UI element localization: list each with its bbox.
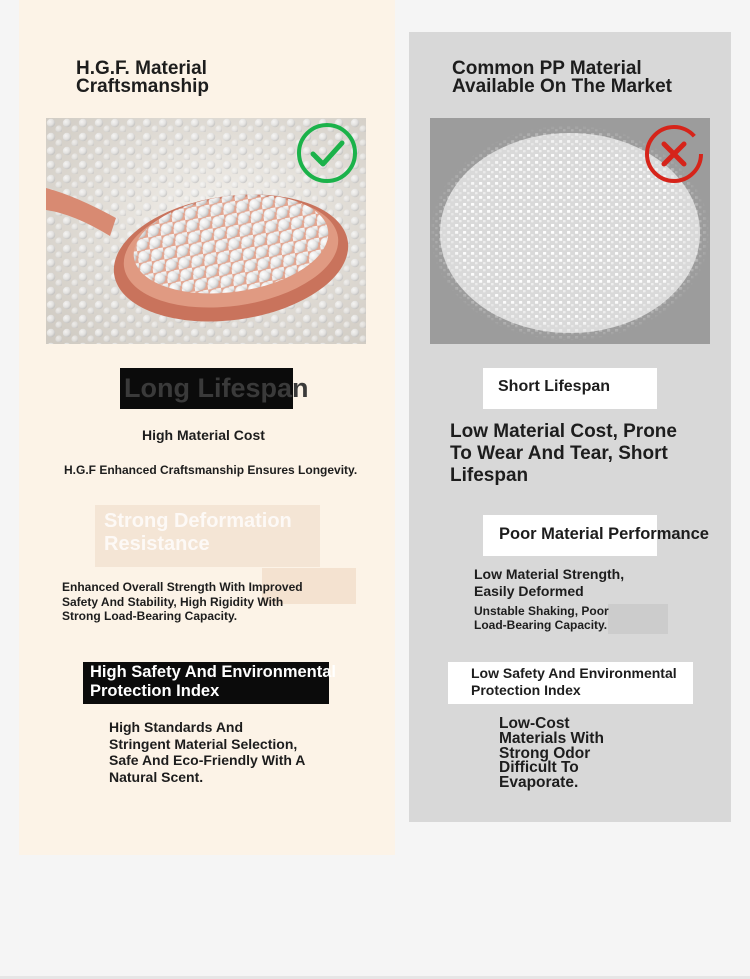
low-safety-label: Low Safety And Environmental Protection Index bbox=[471, 665, 677, 698]
check-circle-icon bbox=[295, 121, 359, 185]
hgf-title: H.G.F. Material Craftsmanship bbox=[76, 58, 210, 97]
hgf-tagline: H.G.F Enhanced Craftsmanship Ensures Longevity. bbox=[64, 463, 358, 477]
pp-shaking-text: Unstable Shaking, Poor Load-Bearing Capacity. bbox=[474, 604, 609, 632]
pp-odor-text: Low-Cost Materials With Strong Odor Difficult To Evaporate. bbox=[499, 715, 604, 792]
poor-performance-label: Poor Material Performance bbox=[499, 525, 709, 543]
decorative-block bbox=[608, 604, 668, 634]
pp-strength-text: Low Material Strength, Easily Deformed bbox=[474, 566, 625, 599]
high-safety-text: High Standards And Stringent Material Selection, Safe And Eco-Friendly With A Natural Scent. bbox=[109, 719, 306, 785]
pp-wear-text: Low Material Cost, Prone To Wear And Tear, Short Lifespan bbox=[450, 421, 677, 486]
short-lifespan-label: Short Lifespan bbox=[498, 378, 611, 395]
high-safety-label: High Safety And Environmental Protection Index bbox=[90, 663, 337, 700]
pp-title: Common PP Material Available On The Market bbox=[452, 58, 672, 97]
deformation-heading: Strong Deformation Resistance bbox=[104, 510, 292, 555]
x-circle-icon bbox=[642, 122, 706, 186]
high-material-cost-text: High Material Cost bbox=[142, 427, 265, 443]
deformation-text: Enhanced Overall Strength With Improved Safety And Stability, High Rigidity With Strong Load-Bearing Capacity. bbox=[62, 580, 303, 623]
long-lifespan-label: Long Lifespan bbox=[124, 373, 309, 403]
